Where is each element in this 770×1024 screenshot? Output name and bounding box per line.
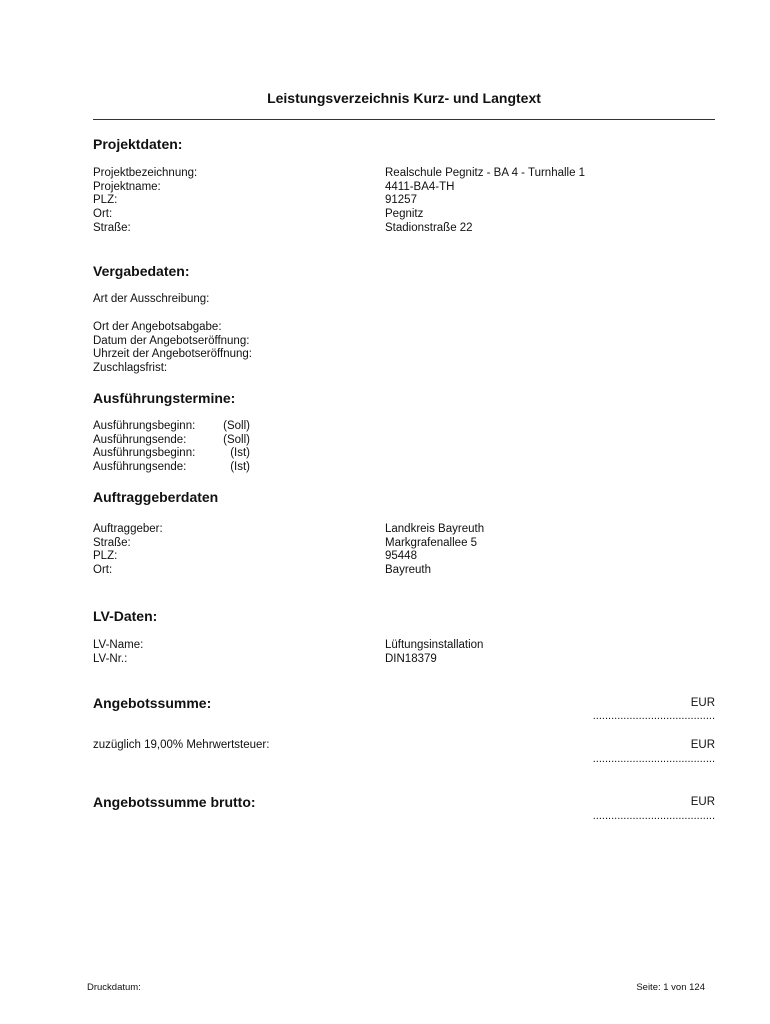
lv-row	[93, 639, 715, 653]
projektdaten-value: 4411-BA4-TH	[385, 180, 455, 193]
projektdaten-value: Pegnitz	[385, 208, 424, 221]
auftraggeber-label: Ort:	[93, 564, 113, 577]
termin-label: Ausführungsbeginn:	[93, 447, 196, 460]
termin-status: (Ist)	[230, 447, 250, 460]
vergabedaten-heading: Vergabedaten:	[93, 263, 190, 279]
auftraggeberdaten-heading: Auftraggeberdaten	[93, 489, 219, 505]
projektdaten-label: Ort:	[93, 208, 113, 221]
vergabedaten-line: Zuschlagsfrist:	[93, 362, 168, 375]
ausfuehrungstermine-heading: Ausführungstermine:	[93, 390, 236, 406]
auftraggeberdaten-table	[93, 523, 715, 578]
lv-value: DIN18379	[385, 652, 437, 665]
vergabedaten-line: Datum der Angebotseröffnung:	[93, 334, 250, 347]
angebotssumme-amount-blank: ........................................	[592, 710, 715, 722]
auftraggeber-label: Auftraggeber:	[93, 523, 163, 535]
termin-status: (Ist)	[230, 461, 250, 474]
projektdaten-row	[93, 194, 715, 208]
projektdaten-row	[93, 167, 715, 181]
title-divider	[93, 119, 715, 120]
lv-row	[93, 653, 715, 667]
projektdaten-value: Realschule Pegnitz - BA 4 - Turnhalle 1	[385, 167, 586, 179]
auftraggeber-row	[93, 564, 715, 578]
auftraggeber-row	[93, 537, 715, 551]
angebotssumme-line	[93, 695, 715, 725]
projektdaten-label: Projektname:	[93, 180, 161, 193]
auftraggeber-label: Straße:	[93, 536, 131, 549]
lv-label: LV-Nr.:	[93, 652, 128, 665]
vergabedaten-line: Ort der Angebotsabgabe:	[93, 321, 222, 333]
mehrwertsteuer-amount-blank: ........................................	[592, 753, 715, 765]
auftraggeber-row	[93, 523, 715, 537]
projektdaten-table	[93, 167, 715, 235]
vergabedaten-line: Uhrzeit der Angebotseröffnung:	[93, 348, 252, 361]
document-title: Leistungsverzeichnis Kurz- und Langtext	[267, 90, 541, 106]
auftraggeber-row	[93, 550, 715, 564]
auftraggeber-value: Bayreuth	[385, 564, 432, 577]
auftraggeber-value: Landkreis Bayreuth	[385, 523, 485, 535]
projektdaten-row	[93, 222, 715, 236]
page-number: Seite: 1 von 124	[636, 982, 705, 993]
auftraggeber-value: 95448	[385, 550, 417, 563]
angebotssumme-label: Angebotssumme:	[93, 695, 212, 711]
mehrwertsteuer-label: zuzüglich 19,00% Mehrwertsteuer:	[93, 739, 270, 751]
projektdaten-label: Straße:	[93, 221, 131, 234]
angebotssumme-brutto-amount-blank: ........................................	[592, 810, 715, 822]
projektdaten-row	[93, 181, 715, 195]
projektdaten-label: Projektbezeichnung:	[93, 167, 198, 179]
termin-status: (Soll)	[223, 433, 250, 446]
projektdaten-label: PLZ:	[93, 194, 118, 207]
lv-value: Lüftungsinstallation	[385, 639, 484, 651]
angebotssumme-currency: EUR	[690, 697, 715, 709]
auftraggeber-label: PLZ:	[93, 550, 118, 563]
termin-label: Ausführungsende:	[93, 461, 187, 474]
lv-label: LV-Name:	[93, 639, 144, 651]
auftraggeber-value: Markgrafenallee 5	[385, 536, 478, 549]
projektdaten-value: 91257	[385, 194, 417, 207]
mehrwertsteuer-currency: EUR	[690, 739, 715, 751]
termin-label: Ausführungsbeginn:	[93, 420, 196, 432]
lv-daten-table	[93, 639, 715, 666]
druckdatum-label: Druckdatum:	[87, 982, 141, 993]
vergabedaten-list	[93, 321, 252, 376]
termin-label: Ausführungsende:	[93, 433, 187, 446]
projektdaten-heading: Projektdaten:	[93, 136, 183, 152]
mehrwertsteuer-line	[93, 739, 715, 767]
angebotssumme-brutto-line	[93, 794, 715, 824]
termin-status: (Soll)	[223, 420, 250, 432]
angebotssumme-brutto-currency: EUR	[690, 796, 715, 808]
lv-daten-heading: LV-Daten:	[93, 608, 158, 624]
ausschreibung-art-label: Art der Ausschreibung:	[93, 293, 210, 305]
projektdaten-row	[93, 208, 715, 222]
projektdaten-value: Stadionstraße 22	[385, 221, 473, 234]
angebotssumme-brutto-label: Angebotssumme brutto:	[93, 794, 256, 810]
